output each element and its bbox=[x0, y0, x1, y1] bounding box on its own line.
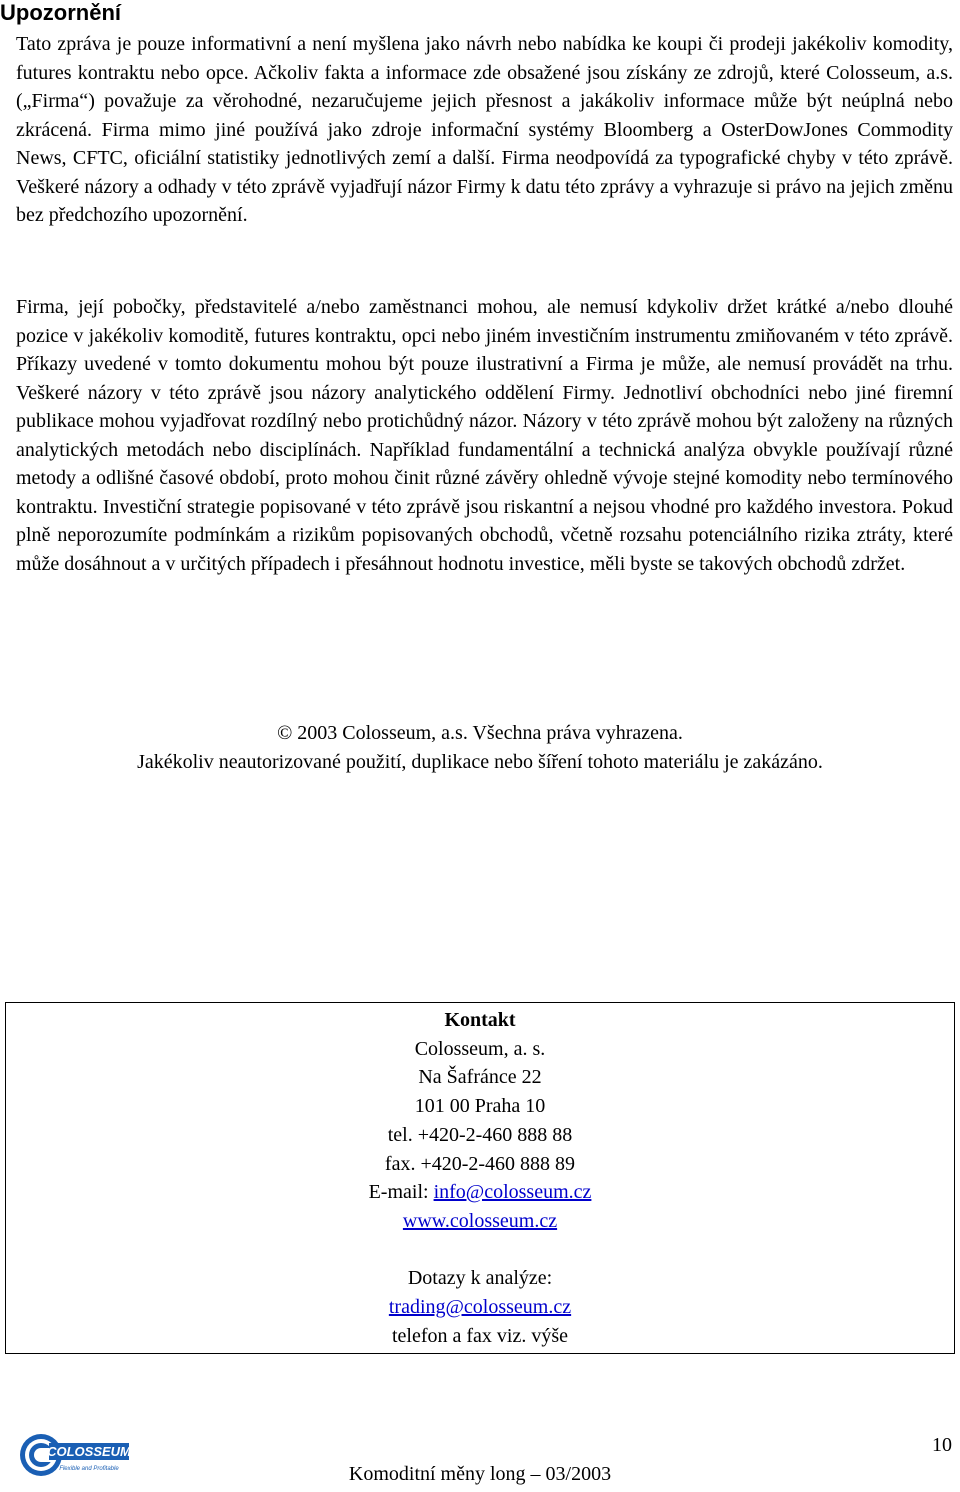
email-line bbox=[6, 1178, 954, 1207]
svg-text:COLOSSEUM: COLOSSEUM bbox=[47, 1444, 131, 1459]
phone-number: tel. +420-2-460 888 88 bbox=[387, 1123, 573, 1146]
questions-label: Dotazy k analýze: bbox=[407, 1267, 553, 1290]
contact-box bbox=[5, 1002, 955, 1354]
email-label: E-mail: bbox=[368, 1181, 434, 1204]
unauthorized-use-line: Jakékoliv neautorizované použití, duplikace nebo šíření tohoto materiálu je zakázáno. bbox=[137, 751, 823, 773]
street-address: Na Šafránce 22 bbox=[418, 1066, 542, 1089]
notice-heading: Upozornění bbox=[0, 0, 121, 25]
footer-report-title: Komoditní měny long – 03/2003 bbox=[348, 1463, 612, 1485]
email-link[interactable]: info@colosseum.cz bbox=[433, 1181, 592, 1204]
copyright-block bbox=[0, 719, 960, 777]
trading-email-link[interactable]: trading@colosseum.cz bbox=[388, 1296, 572, 1319]
svg-text:Flexible and Profitable: Flexible and Profitable bbox=[59, 1466, 119, 1472]
copyright-line: © 2003 Colosseum, a.s. Všechna práva vyhrazena. bbox=[277, 722, 683, 744]
company-name: Colosseum, a. s. bbox=[414, 1037, 546, 1060]
city-address: 101 00 Praha 10 bbox=[414, 1095, 546, 1118]
disclaimer-paragraph-2: Firma, její pobočky, představitelé a/nebo zaměstnanci mohou, ale nemusí kdykoliv držet krátké a/nebo dlouhé pozice v jakékoliv komoditě, futures kontraktu, opci nebo jiném investičním instrumentu zmiňovaném v této zprávě. Příkazy uvedené v tomto dokumentu mohou být pouze ilustrativní a Firma je může, ale nemusí provádět na trhu. Veškeré názory v této zprávě jsou názory analytického oddělení Firmy. Jednotliví obchodníci nebo jiné firemní publikace mohou vyjadřovat rozdílný nebo protichůdný názor. Názory v této zprávě mohou být založeny na různých analytických metodách nebo disciplínách. Například fundamentální a technická analýza obvykle používají různé metody a odlišné časové období, proto mohou činit různé závěry ohledně vývoje stejné komodity nebo termínového kontraktu. Investiční strategie popisované v této zprávě jsou riskantní a nejsou vhodné pro každého investora. Pokud plně neporozumíte podmínkám a rizikům popisovaných obchodů, včetně rozsahu potenciálního rizika ztráty, které může dosáhnout a v určitých případech i přesáhnout hodnotu investice, měli byste se takových obchodů zdržet. bbox=[16, 296, 953, 575]
disclaimer-paragraph-1: Tato zpráva je pouze informativní a není myšlena jako návrh nebo nabídka ke koupi či prodeji jakékoliv komodity, futures kontraktu nebo opce. Ačkoliv fakta a informace zde obsažené jsou získány ze zdrojů, které Colosseum, a.s. („Firma“) považuje za věrohodné, nezaručujeme jejich přesnost a jakákoliv informace může být neúplná nebo zkrácená. Firma mimo jiné používá jako zdroje informační systémy Bloomberg a OsterDowJones Commodity News, CFTC, oficiální statistiky jednotlivých zemí a další. Firma neodpovídá za typografické chyby v této zprávě. Veškeré názory a odhady v této zprávě vyjadřují názor Firmy k datu této zprávy a vyhrazuje si právo na jejich změnu bez předchozího upozornění. bbox=[16, 33, 953, 226]
questions-note: telefon a fax viz. výše bbox=[391, 1324, 569, 1347]
page-number: 10 bbox=[932, 1434, 952, 1456]
contact-title: Kontakt bbox=[444, 1009, 516, 1031]
fax-number: fax. +420-2-460 888 89 bbox=[384, 1152, 576, 1175]
website-link[interactable]: www.colosseum.cz bbox=[402, 1209, 558, 1232]
